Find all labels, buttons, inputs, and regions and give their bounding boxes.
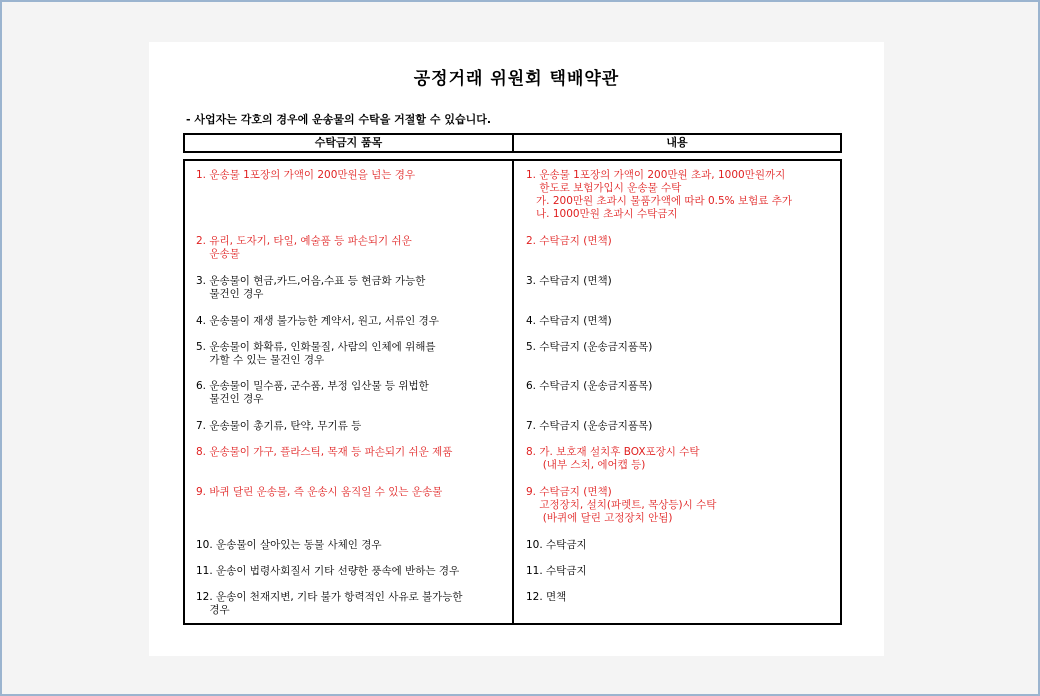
document-title: 공정거래 위원회 택배약관 [413, 69, 620, 89]
row-item: 10. 운송물이 살아있는 동물 사체인 경우 [196, 539, 382, 551]
header-item: 수탁금지 품목 [185, 135, 514, 151]
row-content: 9. 수탁금지 (면책) 고정장치, 설치(파렛트, 목상등)시 수탁 (바퀴에 달린 고정장치 안됨) [526, 486, 717, 524]
row-item: 9. 바퀴 달린 운송물, 즉 운송시 움직일 수 있는 운송물 [196, 486, 443, 498]
header-content: 내용 [666, 136, 688, 149]
row-content: 7. 수탁금지 (운송금지품목) [526, 420, 653, 432]
rules-table [183, 159, 842, 625]
row-item: 11. 운송이 법령사회질서 기타 선량한 풍속에 반하는 경우 [196, 565, 460, 577]
document-subtitle: - 사업자는 각호의 경우에 운송물의 수탁을 거절할 수 있습니다. [186, 113, 492, 126]
row-item: 3. 운송물이 현금,카드,어음,수표 등 현금화 가능한 물건인 경우 [196, 275, 426, 300]
row-content: 2. 수탁금지 (면책) [526, 235, 612, 247]
row-content: 6. 수탁금지 (운송금지품목) [526, 380, 653, 392]
row-item: 5. 운송물이 화확류, 인화물질, 사람의 인체에 위해를 가할 수 있는 물건인 경우 [196, 341, 436, 366]
table-header [183, 133, 842, 153]
row-content: 4. 수탁금지 (면책) [526, 315, 612, 327]
column-divider [512, 161, 514, 623]
row-content: 1. 운송물 1포장의 가액이 200만원 초과, 1000만원까지 한도로 보험가입시 운송물 수탁 가. 200만원 초과시 물품가액에 따라 0.5% 보험료 추가 나. 1000만원 초과시 수탁금지 [526, 169, 793, 220]
row-item: 7. 운송물이 총기류, 탄약, 무기류 등 [196, 420, 362, 432]
row-content: 5. 수탁금지 (운송금지품목) [526, 341, 653, 353]
row-item: 1. 운송물 1포장의 가액이 200만원을 넘는 경우 [196, 169, 416, 181]
row-content: 8. 가. 보호재 설치후 BOX포장시 수탁 (내부 스치, 에어캡 등) [526, 446, 700, 471]
row-item: 4. 운송물이 재생 불가능한 계약서, 원고, 서류인 경우 [196, 315, 439, 327]
row-item: 12. 운송이 천재지변, 기타 불가 항력적인 사유로 불가능한 경우 [196, 591, 463, 616]
row-content: 3. 수탁금지 (면책) [526, 275, 612, 287]
row-content: 11. 수탁금지 [526, 565, 587, 577]
row-item: 2. 유리, 도자기, 타일, 예술품 등 파손되기 쉬운 운송물 [196, 235, 412, 260]
document-page [149, 42, 884, 656]
row-item: 8. 운송물이 가구, 플라스틱, 목재 등 파손되기 쉬운 제품 [196, 446, 453, 458]
row-item: 6. 운송물이 밀수품, 군수품, 부정 임산물 등 위법한 물건인 경우 [196, 380, 429, 405]
row-content: 10. 수탁금지 [526, 539, 587, 551]
row-content: 12. 면책 [526, 591, 567, 603]
